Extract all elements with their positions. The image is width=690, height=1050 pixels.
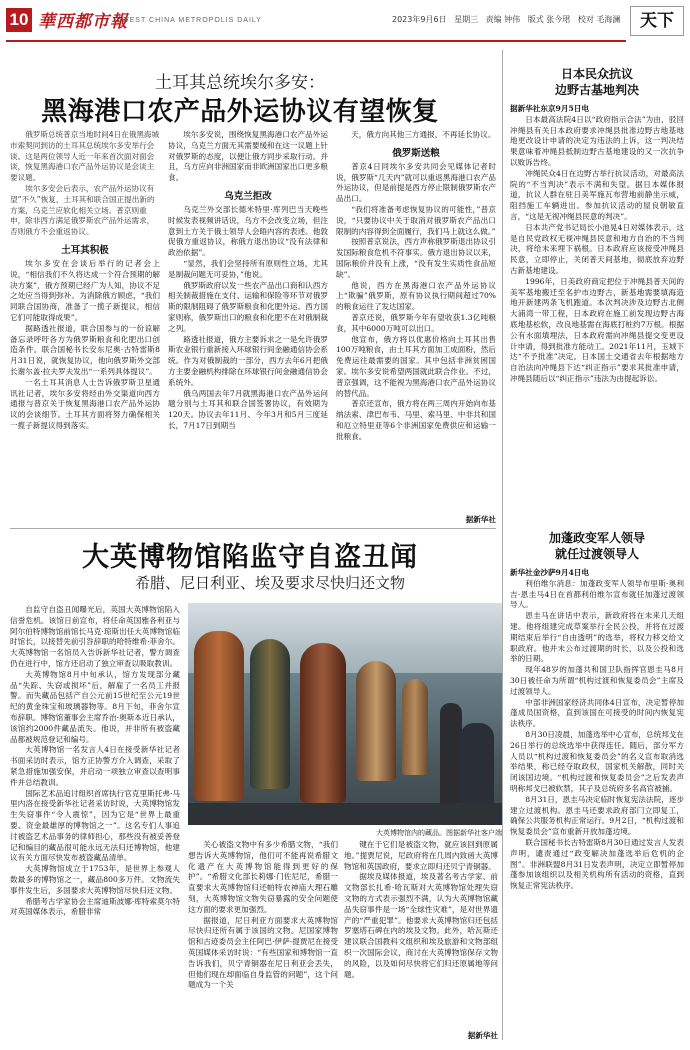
section-label: 天下: [630, 6, 684, 36]
paragraph: 利伯维尔消息：加蓬政变军人领导布里斯·奥利吉·恩圭马4日在首都利伯维尔宣布就任加蓬过渡领导人。: [510, 578, 684, 610]
sarcophagus: [300, 643, 346, 803]
sarcophagus: [194, 631, 244, 801]
visitor: [440, 703, 462, 813]
sarcophagus: [356, 661, 396, 781]
paragraph: 乌克兰外交部长德米特里·库列巴当天晚些时候发表视频讲话说，乌方不会改变立场，但注意到土方关于俄土领导人会晤内容的表述。他敦促俄方重返协议，称俄方退出协议“没有法律和政治依据”。: [168, 204, 328, 258]
paragraph: 一名土耳其消息人士告诉俄罗斯卫星通讯社记者，埃尔多安将经由外交渠道向西方通报与普京关于恢复黑海港口农产品外运协议的会谈细节。土耳其方面将努力确保相关一揽子新提议得到落实。: [10, 377, 160, 430]
article1-headline: 黑海港口农产品外运协议有望恢复: [41, 97, 439, 127]
paragraph: 普京还说，俄罗斯今年有望收获1.3亿吨粮食，其中6000万吨可以出口。: [336, 312, 496, 333]
sidebar2: [510, 530, 684, 1042]
paragraph: 普京还宣布，俄方将在两三周内开始向布基纳法索、津巴布韦、马里、索马里、中非共和国和厄立特里亚等6个非洲国家免费供应和运输一批粮食。: [336, 399, 496, 441]
paragraph: “我们将准备考虑恢复协议的可能性，”普京说，“只要协议中关于取消对俄罗斯农产品出口限制的内容得到全面履行，我们马上就这么做。”: [336, 204, 496, 236]
sarcophagus: [402, 679, 428, 775]
sarcophagus: [250, 639, 290, 789]
column-divider: [502, 50, 503, 1040]
sidebar1-dateline: 据新华社东京9月5日电: [510, 104, 589, 113]
photo-caption: 大英博物馆内的藏品。图据新华社客户端: [376, 829, 502, 837]
article2-col1: [10, 605, 180, 1045]
museum-photo: [188, 603, 502, 825]
paragraph: 普京4日同埃尔多安共同会见媒体记者时说，俄罗斯“几天内”就可以重返黑海港口农产品外运协议，但是前提是西方停止限制俄罗斯农产品出口。: [336, 161, 496, 204]
paragraph: 据报道，尼日利亚方面要求大英博物馆尽快归还所有属于该国的文物。尼国家博物馆和古迹委员会主任阿巴·伊萨·提贾尼在接受英国媒体采访时说：“有些国家和博物馆一直告诉我们，贝宁青铜器在尼日利亚会丢失，但他们现在却面临自身监管的问题”，这个问题成为一个关: [188, 915, 338, 990]
paragraph: 俄罗斯政府以发一些农产品出口商和认西方相关制裁措施在支付、运输和保险等环节对俄罗斯的限制阻碍了俄罗斯粮食和化肥外运。西方国家则称，俄罗斯出口的粮食和化肥不在对俄制裁之列。: [168, 280, 328, 333]
paragraph: 恩圭马在讲话中表示，新政府将在未来几天组建。他将组建完成草案举行全民公投，并将在过渡期结束后举行“自由透明”的选举，将权力移交给文职政府。他并未公布过渡期的时长，以及公投和选举的日期。: [510, 611, 684, 664]
paragraph: 日本共产党书记局长小池晃4日对媒体表示，这是自民党政权无视冲绳县民意和地方自治的不当判决，将给未来埋下祸根。日本政府应该接受冲绳县民意，立即停止，关闭普天间基地，彻底放弃边野古新基地建设。: [510, 222, 684, 275]
page-header: [0, 0, 690, 46]
paragraph: 自监守自盗丑闻曝光后，英国大英博物馆陷入信誉危机。该馆日前宣布，将任命英国雅各利亚与阿尔伯特博物馆前馆长马克·琼斯出任大英博物馆临时馆长，以接替先前引咎辞职的哈特维希·菲舍尔。大英博物馆一名馆员入告诉新华社记者，警方调查仍在进行中，馆方还启动了独立审查以吸取教训。: [10, 605, 180, 668]
paragraph: 路透社报道，俄方主要诉求之一是允许俄罗斯农业银行重新接入环球银行间金融通信协会系统。作为对俄制裁的一部分，西方去年6月把俄方主要金融机构排除在环球银行间金融通信协会系统外。: [168, 334, 328, 387]
paragraph: 现年48岁的加蓬共和国卫队指挥官恩圭马8月30日被任命为所谓“机构过渡和恢复委员会”主席及过渡领导人。: [510, 665, 684, 696]
sidebar2-title-2: 就任过渡领导人: [554, 547, 639, 561]
paragraph: 关心被盗文物中有多少希腊文物，“我们想告诉大英博物馆，他们可不能再说希腊文化遗产在大英博物馆能得到更好的保护”。“希腊文化部长莉娜·门佐尼尼，希腊一直要求大英博物馆归还帕特农神庙大理石雕刻，大英博物馆文物失窃暴露的安全问题使这方面的要求更加强烈。: [188, 840, 338, 914]
header-info: [392, 14, 625, 25]
paragraph: 日本最高法院4日以“政府指示合法”为由，驳回冲绳县有关日本政府要求冲绳县批准边野古地基地地更改设计申请的决定为违法的上诉，这一判决结果意味着冲绳县抵制边野古基地建设的又一次抗争以败诉告终。: [510, 114, 684, 167]
paragraph: 他说，西方在黑海港口农产品外运协议上“欺骗”俄罗斯，原有协议执行期间超过70%的粮食运往了发达国家。: [336, 280, 496, 312]
article1-kicker: 土耳其总统埃尔多安：: [155, 73, 325, 93]
article1-subhead-2: 乌克兰拒改: [224, 190, 272, 202]
header-proof: 校对 毛海澜: [577, 15, 621, 24]
paragraph: 8月30日凌晨，加蓬选举中心宣布，总统邦戈在26日举行的总统选举中获得连任。随后，部分军方人员以“机构过渡和恢复委员会”的名义宣布取消选举结果，称已经夺取政权，国家机关解散，同时关闭该国边境。“机构过渡和恢复委员会”之后发表声明称邦戈已被软禁，其子及总统府多名高官被捕。: [510, 729, 684, 793]
paragraph: “显然，我们会坚持所有原则性立场，尤其是制裁问题无可妥协，”他说。: [168, 258, 328, 279]
paragraph: 据埃及媒体报道，埃及著名考古学家、前文物部长扎希·哈瓦斯对大英博物馆处理失窃文物的方式表示强烈不满，认为大英博物馆藏品失窃事件是一场“全球性灾难”，是对世界遗产的“严重犯罪”。他要求大英博物馆归还包括罗塞塔石碑在内的埃及文物。此外，哈瓦斯还建议联合国教科文组织和埃及旅游和文物部组织一次国际会议，商讨在大英博物馆保存文物的风险，以及如何尽快将它们归还原属地等问题。: [344, 872, 498, 979]
paragraph: 大英博物馆一名发言人4日在接受新华社记者书面采访时表示，馆方正协警方介入调查，采取了紧急措施加强安保，并启动一项独立审查以查明事件并总结教训。: [10, 745, 180, 787]
article2-col2: [188, 840, 338, 1040]
paragraph: 国际艺术品追讨组织首席执行官克里斯托弗·马里内洛在接受新华社记者采访时说，大英博物馆发生失窃事件“令人震惊”，因为它是“世界上最重要、资金最雄厚的博物馆之一”。这名专们人事追讨被盗艺术品事务的律师担心，那些没有被妥善登记和编目的藏品很可能永远无法归还博物馆，他建议有关方面尽快发布被盗藏品清单。: [10, 788, 180, 863]
paragraph: 埃尔多安说，围绕恢复黑海港口农产品外运协议，乌克兰方面无其需要缓和在这一议题上针对俄罗斯的态度，以便让俄方同步采取行动。并且，乌方应向非洲国家而非欧洲国家出口更多粮食。: [168, 130, 328, 183]
newspaper-logo-en: WEST CHINA METROPOLIS DAILY: [122, 17, 262, 24]
article1-subhead-3: 俄罗斯送粮: [392, 147, 440, 159]
article1-col1: [10, 130, 160, 520]
page-number: 10: [6, 8, 32, 32]
paragraph: 俄乌两国去年7月就黑海港口农产品外运问题分别与土耳其和联合国签署协议，有效期为120天。协议去年11月、今年3月和5月三度延长，7月17日到期当: [168, 388, 328, 430]
sidebar2-dateline: 新华社金沙萨9月4日电: [510, 568, 589, 577]
paragraph: 据路透社报道，联合国参与的一份谅解备忘录呼吁各方为俄罗斯粮食和化肥出口创造条件。联合国秘书长安东尼奥·古特雷斯8月31日说，就恢复协议，他向俄罗斯外交部长谢尔盖·拉夫罗夫发出“一系列具体提议”。: [10, 323, 160, 376]
paragraph: 8月31日，恩圭马决定临时恢复宪法法院，逐步建立过渡机构。恩圭马还要求政府部门立即复工，确保公共服务机构正常运行。9月2日，“机构过渡和恢复委员会”宣布重新开放加蓬边境。: [510, 794, 684, 837]
paragraph: 1996年，日美政府商定把位于冲绳县普天间的美军基地搬迁至名护市边野古，新基地需要填海造地开新建两条飞机跑道。本次判决涉及边野古北侧大浦湾一带工程，日本政府在施工前发现边野古海底地基松软，改良地基需在海底打桩约7万根。根据公有水面填埋法，日本政府需向冲绳县提交变更设计申请，得到批准方能动工。2021年11月，玉城下达“不予批准”决定。日本国土交通省去年根据地方自治法向冲绳县下达“纠正指示”要求其批准申请，冲绳县随后以“纠正指示”违法为由提起诉讼。: [510, 276, 684, 383]
paragraph: 希腊考古学家协会主席迪斯波娜·库特索莫尔特对英国媒体表示，希腊非常: [10, 896, 180, 917]
section-divider: [10, 528, 496, 529]
paragraph: 大英博物馆8月中旬承认，馆方发现部分藏品“失踪、失窃或损坏”后，解雇了一名员工并报警。而失藏品包括产自公元前15世纪至公元19世纪的黄金珠宝和玻璃器物等。8月下旬，菲舍尔宣布辞职。博物馆董事会主席乔治·奥斯本近日承认，该馆约2000件藏品流失。他说，并非所有被盗藏品都被规范登记和编号。: [10, 669, 180, 744]
sidebar2-title-1: 加蓬政变军人领导: [548, 531, 645, 545]
article1-intro-1: 俄罗斯总统普京当地时间4日在俄黑海城市索契同到访的土耳其总统埃尔多安举行会谈。这是两位领导人近一年来首次面对面会谈，恢复黑海港口农产品外运协议是会谈主要议题。: [10, 130, 160, 183]
newspaper-logo: 華西都市報: [38, 12, 128, 32]
header-weekday: 星期三: [454, 15, 479, 24]
paragraph: 大英博物馆成立于1753年，是世界上参观人数最多的博物馆之一，藏品800多万件。文物流失事件发生后，多国要求大英博物馆尽快归还文物。: [10, 864, 180, 895]
article1-intro-2: 埃尔多安会后表示，农产品外运协议有望“不久”恢复，土耳其和联合国正提出新的方案，乌克兰应软化相关立场。普京则重申，除非西方满足俄罗斯农产品外运需求，否则俄方不会重返协议。: [10, 183, 155, 237]
article2-col3: [344, 840, 498, 1040]
article1-source: 据新华社: [465, 515, 496, 524]
header-date: 2023年9月6日: [392, 15, 447, 24]
article2-headline: 大英博物馆陷监守自盗丑闻: [82, 542, 418, 573]
article2-deck: 希腊、尼日利亚、埃及要求尽快归还文物: [134, 574, 405, 592]
article1-col2: [168, 130, 328, 520]
paragraph: 冲绳民众4日在边野古举行抗议活动，对最高法院的“不当判决”表示不满和失望。据日本媒体报道，抗议人群在驻日美军施瓦布营地前静坐示威，阻挡施工车辆进出。参加抗议活动的屋良朝敏直言，“这是无视冲绳县民意的判决”。: [510, 168, 684, 221]
sidebar1-title-2: 边野古基地判决: [554, 83, 639, 97]
paragraph: 键在于它们是被盗文物，就应该回到原属地。”提贾尼说，尼政府将在几周内致函大英博物馆和英国政府，要求立即归还贝宁青铜器。: [344, 840, 498, 871]
article1-subhead-1: 土耳其积极: [61, 244, 109, 256]
paragraph: 中部非洲国家经济共同体4日宣布，决定暂停加蓬成员国资格，直到该国在可接受的时间内恢复宪法秩序。: [510, 697, 684, 729]
sidebar1: [510, 66, 684, 506]
floor: [188, 803, 502, 825]
paragraph: 联合国秘书长古特雷斯8月30日通过发言人发表声明，谴责通过“政变解决加蓬选举后危机的企图”。非洲联盟8月31日发表声明，决定立即暂停加蓬参加该组织以及相关机构所有活动的资格，直到恢复正常宪法秩序。: [510, 837, 684, 891]
paragraph: 他宣布，俄方将以优惠价格向土耳其出售100万吨粮食，由土耳其方面加工成面粉，然后免费运往最需要的国家。其中包括非洲贫困国家。埃尔多安说希望两国就此联合作业。不过，普京强调，这不能视为黑海港口农产品外运协议的替代品。: [336, 334, 496, 398]
header-designer: 版式 张今珺: [527, 15, 571, 24]
article1-col3: [336, 130, 496, 526]
paragraph: 天，俄方向其他三方通报，不再延长协议。: [351, 130, 496, 139]
article2-source: 据新华社: [344, 1030, 498, 1041]
paragraph: 按照普京说法，西方声称俄罗斯退出协议引发国际粮食危机不符事实。俄方退出协议以来，国际粮价并没有上涨，“没有发生实质性食品短缺”。: [336, 237, 496, 279]
header-rule: [6, 40, 626, 42]
sidebar1-title-1: 日本民众抗议: [560, 67, 633, 81]
paragraph: 埃尔多安在会谈后举行的记者会上说，“相信我们不久将达成一个符合预期的解决方案”，俄方预期已经广为人知，协议不足之处应当得到弥补。为消除俄方顾虑，“我们同联合国协商，准备了一揽子新提议，相信它们可能取得成果”。: [10, 258, 160, 322]
header-editor: 责编 钟伟: [485, 15, 521, 24]
